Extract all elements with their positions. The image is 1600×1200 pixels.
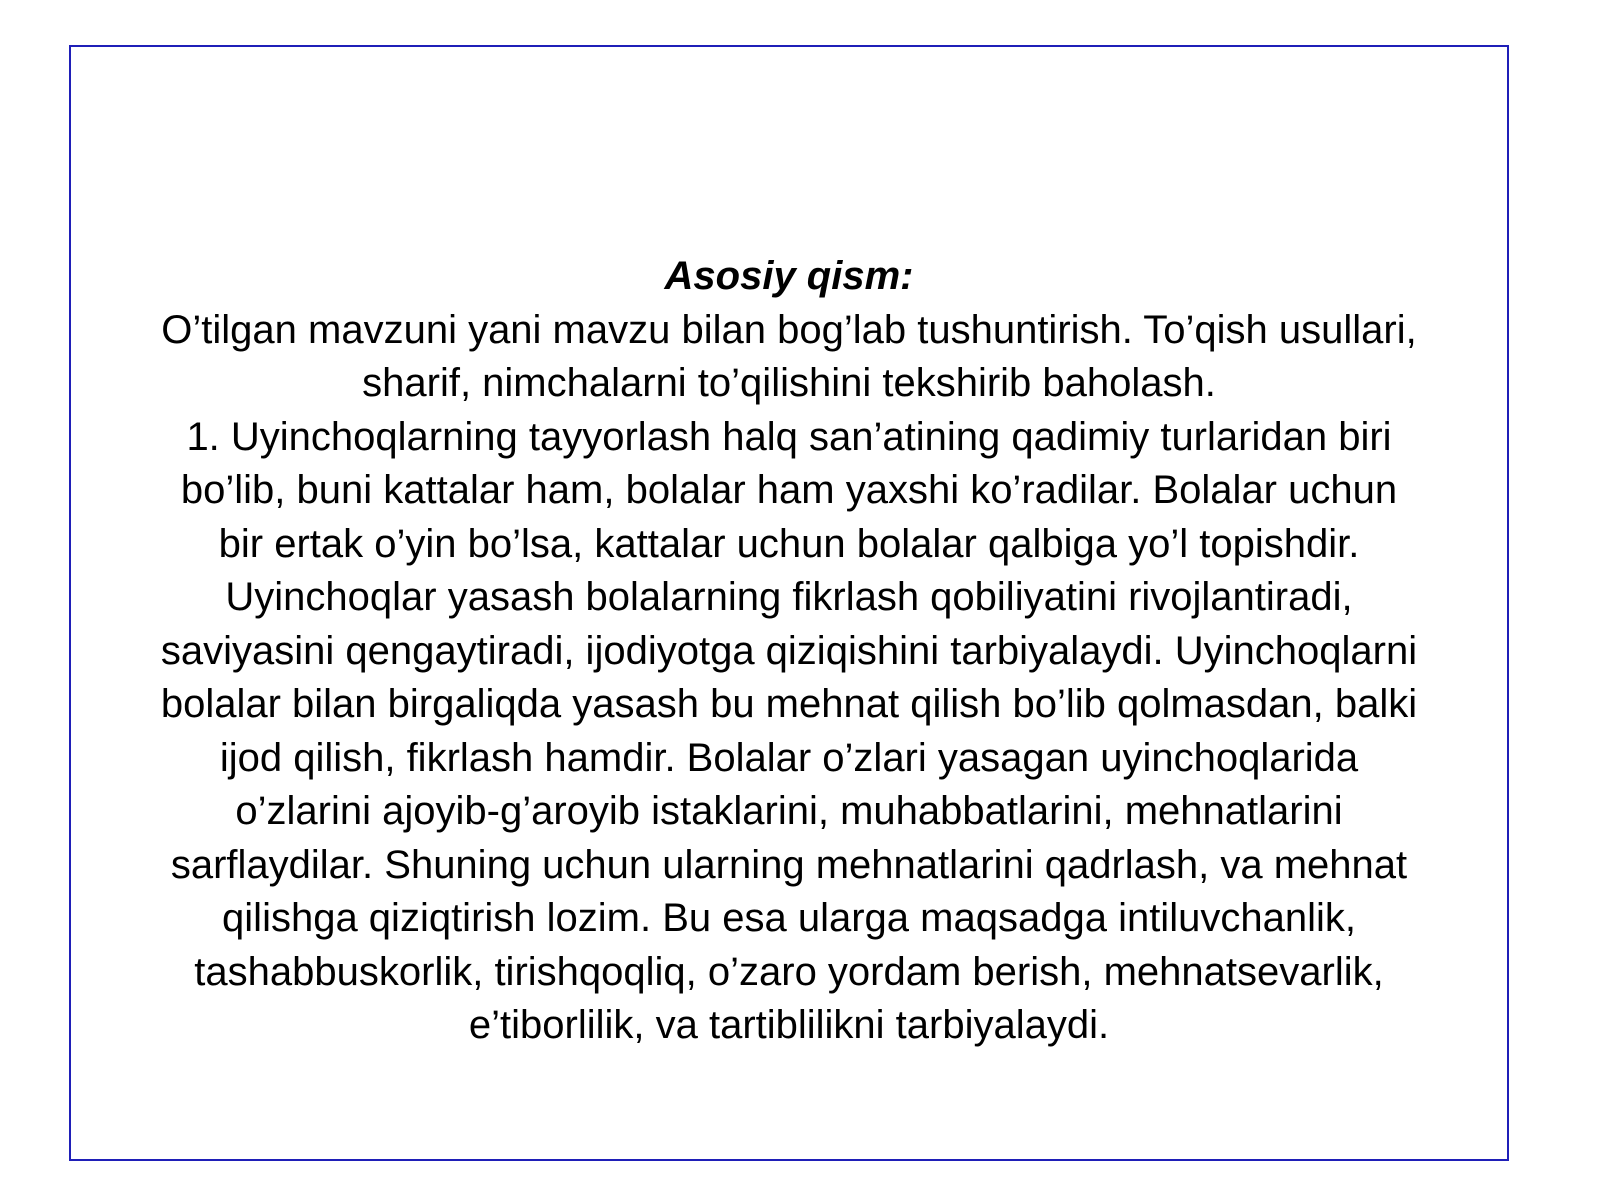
- body-line-14: e’tiborlilik, va tartiblilikni tarbiyalaydi.: [468, 1003, 1110, 1047]
- section-heading: Asosiy qism:: [664, 254, 914, 298]
- body-line-7: saviyasini qengaytiradi, ijodiyotga qiziqishini tarbiyalaydi. Uyinchoqlarni: [160, 628, 1418, 673]
- body-line-13: tashabbuskorlik, tirishqoqliq, o’zaro yordam berish, mehnatsevarlik,: [194, 949, 1384, 994]
- body-line-5: bir ertak o’yin bo’lsa, kattalar uchun bolalar qalbiga yo’l topishdir.: [218, 521, 1360, 566]
- body-line-9: ijod qilish, fikrlash hamdir. Bolalar o’zlari yasagan uyinchoqlarida: [219, 735, 1359, 780]
- slide-body: [71, 250, 1507, 1053]
- body-line-6: Uyinchoqlar yasash bolalarning fikrlash qobiliyatini rivojlantiradi,: [225, 575, 1353, 619]
- body-line-1: O’tilgan mavzuni yani mavzu bilan bog’lab tushuntirish. To’qish usullari,: [161, 307, 1417, 352]
- slide-frame: [69, 45, 1509, 1161]
- body-line-3: 1. Uyinchoqlarning tayyorlash halq san’atining qadimiy turlaridan biri: [186, 414, 1392, 459]
- body-line-10: o’zlarini ajoyib-g’aroyib istaklarini, muhabbatlarini, mehnatlarini: [235, 789, 1343, 833]
- body-line-8: bolalar bilan birgaliqda yasash bu mehnat qilish bo’lib qolmasdan, balki: [160, 682, 1418, 726]
- body-line-12: qilishga qiziqtirish lozim. Bu esa ularga maqsadga intiluvchanlik,: [222, 896, 1356, 940]
- body-line-11: sarflaydilar. Shuning uchun ularning mehnatlarini qadrlash, va mehnat: [170, 842, 1408, 887]
- body-line-4: bo’lib, buni kattalar ham, bolalar ham yaxshi ko’radilar. Bolalar uchun: [180, 468, 1398, 512]
- body-line-2: sharif, nimchalarni to’qilishini tekshirib baholash.: [362, 361, 1216, 405]
